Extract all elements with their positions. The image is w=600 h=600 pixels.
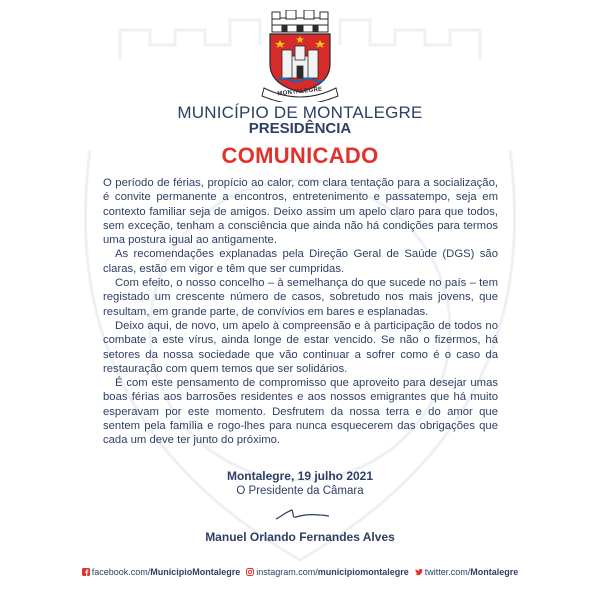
body-paragraph: O período de férias, propício ao calor, com clara tentação para a socialização, é convite permanente a encontros, entretenimento e passatempo, seja em contexto familiar seja de amigos. Deixo assim um apelo claro para que todos, sem exceção, tenham a consciência que ainda não há condições para termos uma postura igual ao antigamente.: [103, 177, 498, 247]
instagram-prefix: instagram.com/: [256, 567, 318, 577]
facebook-icon: [82, 568, 90, 576]
instagram-icon: [246, 568, 254, 576]
facebook-handle: MunicipioMontalegre: [150, 567, 241, 577]
body-paragraph: Deixo aqui, de novo, um apelo à compreensão e à participação de todos no combate a este vírus, ainda longe de estar vencido. Se não o fizermos, há setores da nossa sociedade que vão continuar a sofrer como é o caso da restauração com quem temos que ser solidários.: [103, 319, 498, 375]
body-paragraph: É com este pensamento de compromisso que aproveito para desejar umas boas férias aos barrosões residentes e aos nossos emigrantes que há muito esperavam por este momento. Desfrutem da nossa terra e do amor que sentem pela família e rogo-lhes para nunca esquecerem das obrigações que cada um deve ter junto do próximo.: [103, 377, 498, 447]
municipality-name: MUNICÍPIO DE MONTALEGRE: [177, 103, 423, 122]
facebook-link[interactable]: [82, 567, 241, 577]
communique-body: [103, 176, 498, 448]
twitter-icon: [415, 568, 423, 576]
signature-date: Montalegre, 19 julho 2021: [226, 469, 374, 483]
social-footer: [0, 567, 600, 577]
document-title: COMUNICADO: [221, 143, 379, 168]
department-name: PRESIDÊNCIA: [248, 120, 352, 137]
twitter-handle: Montalegre: [470, 567, 519, 577]
signature-role: O Presidente da Câmara: [236, 485, 364, 497]
facebook-prefix: facebook.com/: [91, 567, 151, 577]
instagram-handle: municipiomontalegre: [317, 567, 409, 577]
signatory-name: Manuel Orlando Fernandes Alves: [205, 530, 395, 544]
body-paragraph: As recomendações explanadas pela Direção Geral de Saúde (DGS) são claras, estão em vigor e têm que ser cumpridas.: [103, 248, 498, 275]
crest-ribbon-text: MONTALEGRE: [277, 86, 323, 98]
handwritten-signature: [272, 504, 332, 524]
twitter-prefix: twitter.com/: [424, 567, 471, 577]
twitter-link[interactable]: [415, 567, 519, 577]
body-paragraph: Com efeito, o nosso concelho – à semelhança do que sucede no país – tem registado um crescente número de casos, sobretudo nos mais jovens, que resultam, em grande parte, de convívios em bares e esplanadas.: [103, 277, 498, 318]
instagram-link[interactable]: [246, 567, 409, 577]
